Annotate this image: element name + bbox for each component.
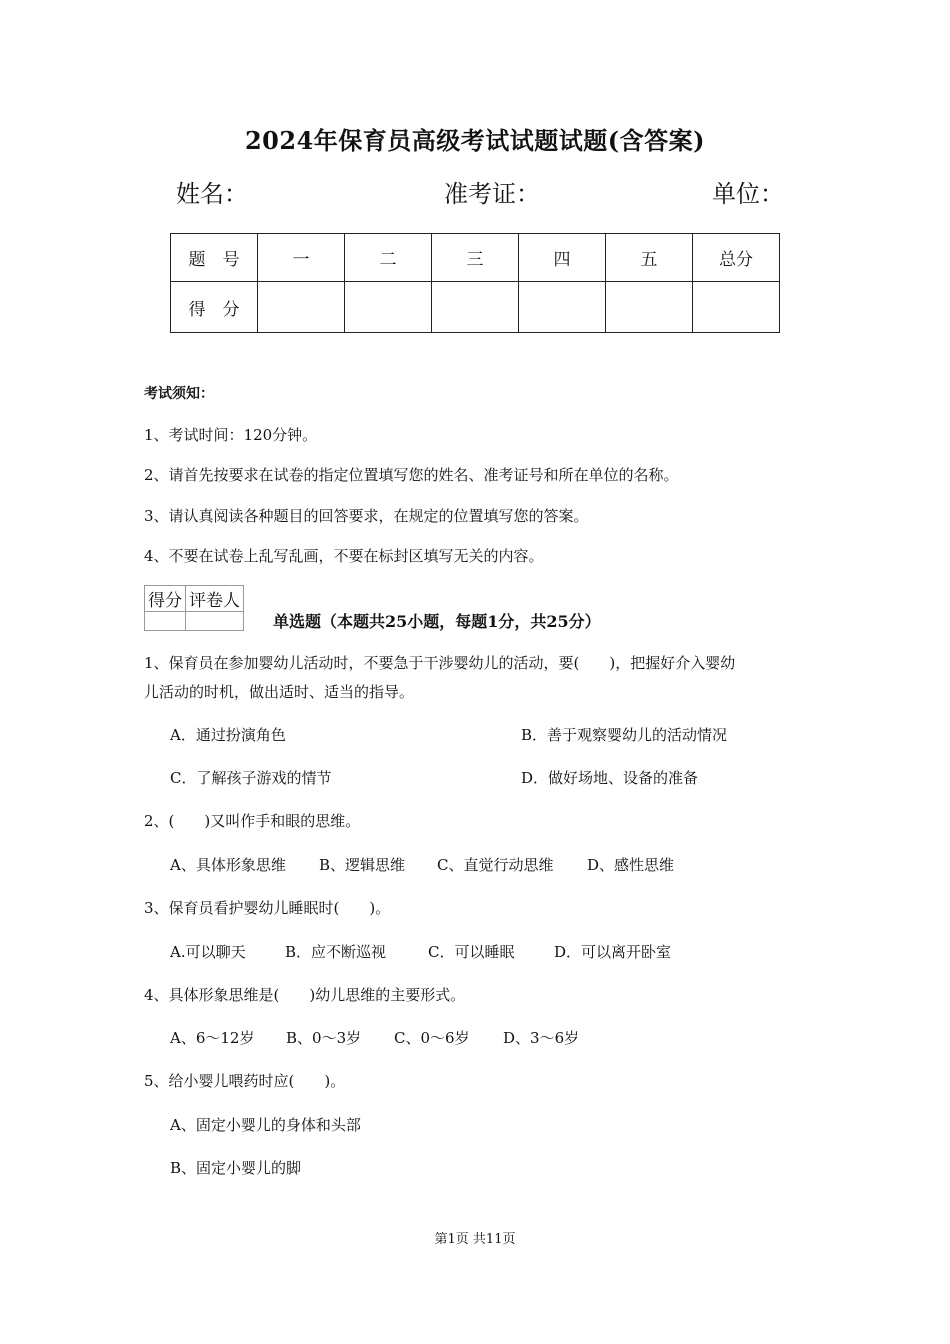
option[interactable]: C．了解孩子游戏的情节 <box>170 769 332 787</box>
option[interactable]: A、6～12岁 <box>170 1029 255 1047</box>
option[interactable]: C．可以睡眠 <box>428 943 515 961</box>
unit-label: 单位： <box>712 180 784 208</box>
option[interactable]: D、感性思维 <box>587 856 675 874</box>
score-table-header-cell: 三 <box>432 234 519 282</box>
name-label: 姓名： <box>176 180 248 208</box>
score-cell[interactable] <box>258 282 345 333</box>
grader-name-label: 评卷人 <box>186 586 244 612</box>
option[interactable]: A.可以聊天 <box>170 943 246 961</box>
notice-heading: 考试须知： <box>144 386 214 402</box>
question-text: 4、具体形象思维是( )幼儿思维的主要形式。 <box>144 986 466 1004</box>
page-footer: 第1页 共11页 <box>434 1232 516 1247</box>
score-table-header-cell: 四 <box>519 234 606 282</box>
exam-number-label: 准考证： <box>444 180 540 208</box>
section-title: 单选题（本题共25小题，每题1分，共25分） <box>273 612 601 631</box>
score-table-header-cell: 五 <box>606 234 693 282</box>
score-table-header-cell: 一 <box>258 234 345 282</box>
score-table-header-cell: 题 号 <box>171 234 258 282</box>
notice-item: 3、请认真阅读各种题目的回答要求，在规定的位置填写您的答案。 <box>144 507 589 525</box>
option[interactable]: B、固定小婴儿的脚 <box>170 1159 302 1177</box>
notice-item: 1、考试时间：120分钟。 <box>144 426 318 444</box>
score-cell[interactable] <box>432 282 519 333</box>
question-text: 1、保育员在参加婴幼儿活动时，不要急于干涉婴幼儿的活动，要( )，把握好介入婴幼 <box>144 654 736 672</box>
score-cell[interactable] <box>519 282 606 333</box>
option[interactable]: D．可以离开卧室 <box>554 943 672 961</box>
option[interactable]: B．应不断巡视 <box>285 943 387 961</box>
question-text: 5、给小婴儿喂药时应( )。 <box>144 1072 346 1090</box>
option[interactable]: B．善于观察婴幼儿的活动情况 <box>521 726 728 744</box>
score-table-header-cell: 二 <box>345 234 432 282</box>
grader-score-label: 得分 <box>145 586 186 612</box>
option[interactable]: B、逻辑思维 <box>319 856 406 874</box>
score-cell[interactable] <box>345 282 432 333</box>
option[interactable]: A．通过扮演角色 <box>170 726 286 744</box>
option[interactable]: B、0～3岁 <box>286 1029 362 1047</box>
option[interactable]: D、3～6岁 <box>503 1029 580 1047</box>
score-table-header-row <box>171 234 780 282</box>
score-cell[interactable] <box>693 282 780 333</box>
page-title: 2024年保育员高级考试试题试题(含答案) <box>244 126 705 155</box>
notice-item: 2、请首先按要求在试卷的指定位置填写您的姓名、准考证号和所在单位的名称。 <box>144 466 679 484</box>
question-text: 3、保育员看护婴幼儿睡眠时( )。 <box>144 899 391 917</box>
option[interactable]: C、0～6岁 <box>394 1029 470 1047</box>
score-table-score-row <box>171 282 780 333</box>
question-text: 儿活动的时机，做出适时、适当的指导。 <box>144 683 415 701</box>
option[interactable]: D．做好场地、设备的准备 <box>521 769 699 787</box>
score-table <box>170 233 780 333</box>
question-text: 2、( )又叫作手和眼的思维。 <box>144 812 361 830</box>
option[interactable]: A、固定小婴儿的身体和头部 <box>170 1116 361 1134</box>
score-cell[interactable] <box>606 282 693 333</box>
grader-score-cell[interactable] <box>145 612 186 631</box>
grader-name-cell[interactable] <box>186 612 244 631</box>
grader-box <box>144 585 244 631</box>
option[interactable]: A、具体形象思维 <box>170 856 286 874</box>
score-table-header-cell: 总分 <box>693 234 780 282</box>
option[interactable]: C、直觉行动思维 <box>437 856 554 874</box>
notice-item: 4、不要在试卷上乱写乱画，不要在标封区填写无关的内容。 <box>144 547 544 565</box>
score-row-label: 得 分 <box>171 282 258 333</box>
